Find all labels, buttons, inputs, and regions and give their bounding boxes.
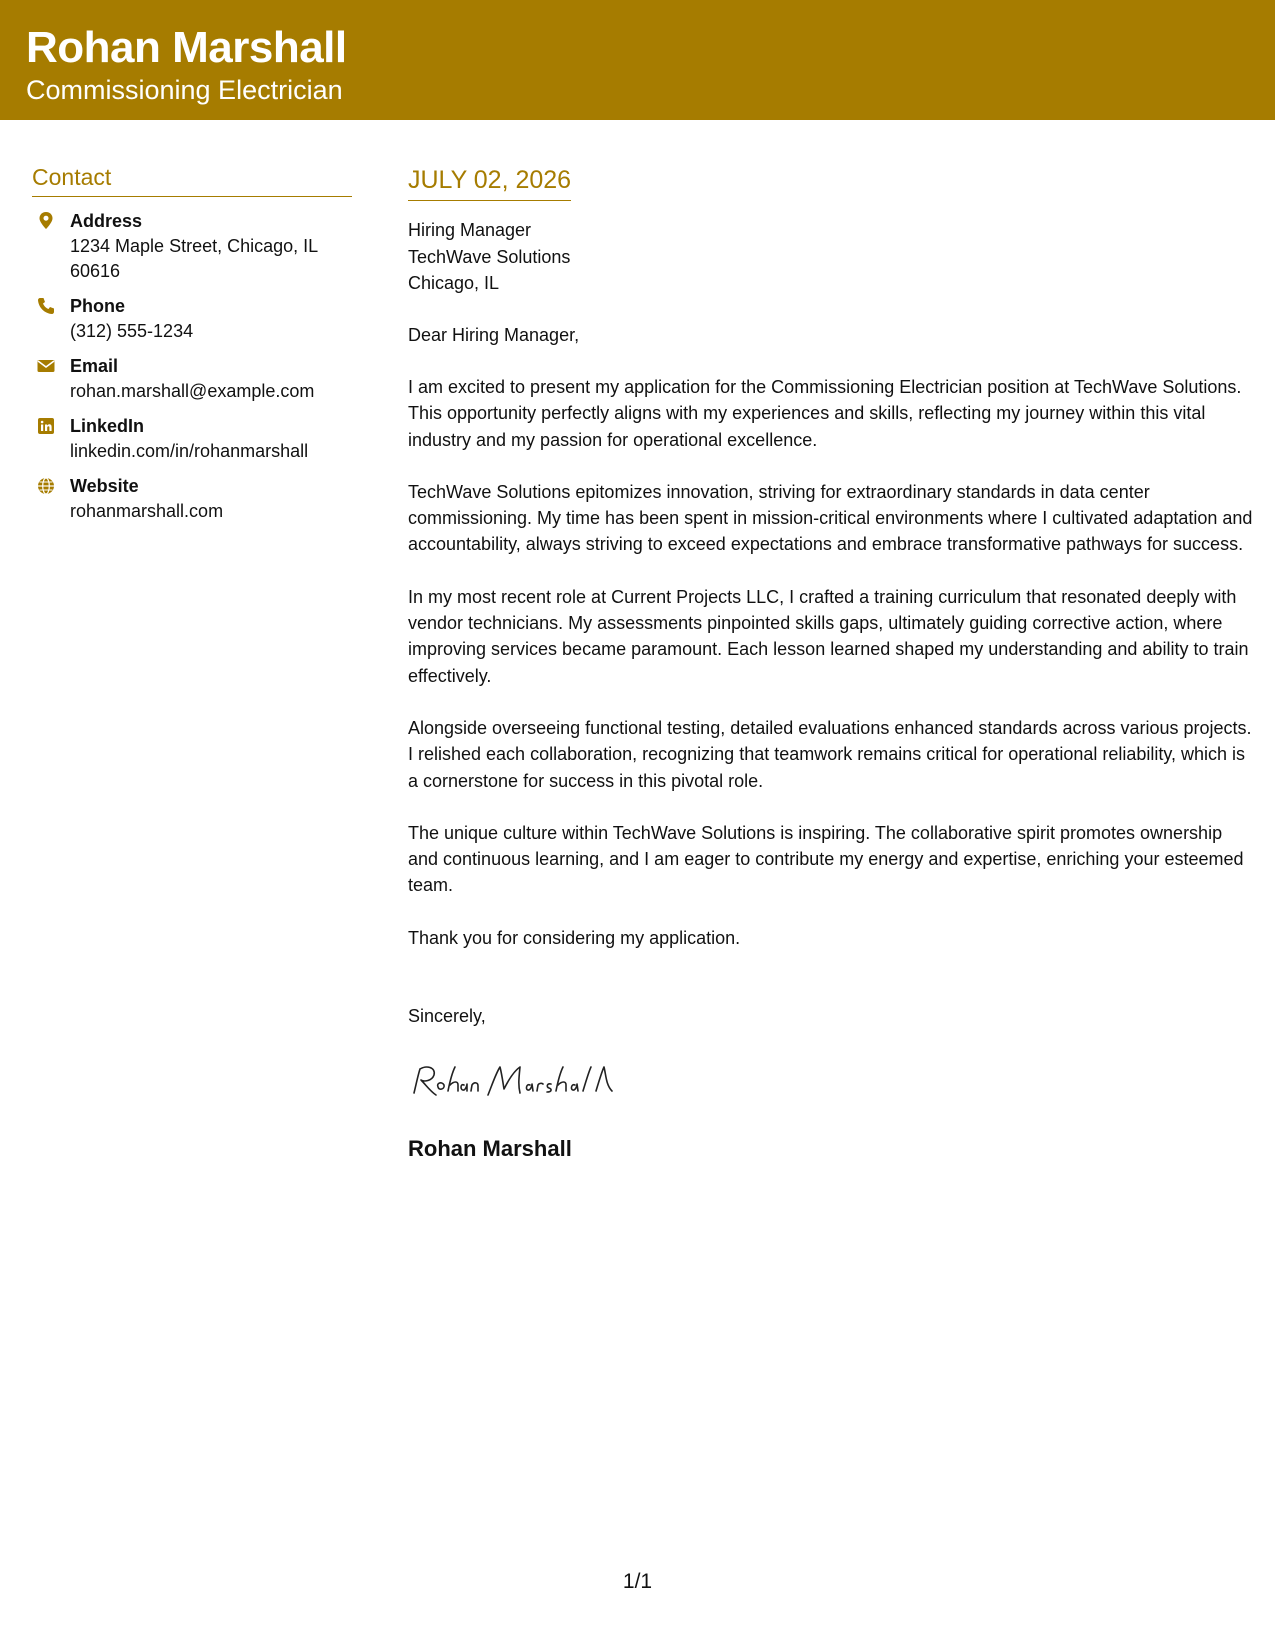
contact-heading: Contact (32, 162, 352, 197)
map-pin-icon (36, 211, 56, 231)
linkedin-icon (36, 416, 56, 436)
contact-label-phone: Phone (70, 296, 126, 316)
contact-value-address: 1234 Maple Street, Chicago, IL 60616 (70, 236, 318, 281)
letter-greeting: Dear Hiring Manager, (408, 324, 580, 345)
letter-paragraph: Alongside overseeing functional testing, detailed evaluations enhanced standards across various projects. I relished each collaboration, recognizing that teamwork remains critical for operational reliability, which is a cornerstone for success in this pivotal role. (408, 717, 1252, 791)
contact-item-website (32, 474, 352, 524)
letter-paragraph: Thank you for considering my application. (408, 927, 741, 948)
contact-sidebar (32, 162, 352, 524)
contact-label-address: Address (70, 211, 143, 231)
letter-paragraph: TechWave Solutions epitomizes innovation, striving for extraordinary standards in data center commissioning. My time has been spent in mission-critical environments where I cultivated adaptation and accountability, always striving to exceed expectations and embrace transformative pathways for success. (408, 481, 1253, 555)
contact-label-linkedin: LinkedIn (70, 416, 145, 436)
contact-label-email: Email (70, 356, 119, 376)
contact-value-linkedin[interactable]: linkedin.com/in/rohanmarshall (70, 441, 309, 461)
header-banner (0, 0, 1275, 120)
phone-icon (36, 296, 56, 316)
contact-item-email (32, 354, 352, 404)
contact-item-address (32, 209, 352, 284)
letter-paragraph: The unique culture within TechWave Solutions is inspiring. The collaborative spirit promotes ownership and continuous learning, and I am eager to contribute my energy and expertise, enriching your esteemed team. (408, 822, 1244, 896)
page-number: 1/1 (622, 1570, 653, 1593)
contact-label-website: Website (70, 476, 139, 496)
recipient-title: Hiring Manager (408, 220, 532, 240)
contact-item-linkedin (32, 414, 352, 464)
signer-name: Rohan Marshall (408, 1136, 572, 1162)
contact-value-website[interactable]: rohanmarshall.com (70, 501, 224, 521)
contact-value-phone: (312) 555-1234 (70, 321, 194, 341)
letter-body (408, 163, 1253, 1164)
recipient-block (408, 217, 1253, 297)
applicant-role: Commissioning Electrician (26, 75, 343, 105)
envelope-icon (36, 356, 56, 376)
applicant-name: Rohan Marshall (26, 23, 347, 72)
letter-date: JULY 02, 2026 (408, 163, 571, 201)
contact-value-email[interactable]: rohan.marshall@example.com (70, 381, 315, 401)
letter-closing: Sincerely, (408, 1006, 486, 1027)
contact-item-phone (32, 294, 352, 344)
globe-icon (36, 476, 56, 496)
recipient-location: Chicago, IL (408, 273, 500, 293)
handwritten-signature (408, 1055, 668, 1105)
letter-paragraph: In my most recent role at Current Projects LLC, I crafted a training curriculum that resonated deeply with vendor technicians. My assessments pinpointed skills gaps, ultimately guiding corrective action, where improving services became paramount. Each lesson learned shaped my understanding and ability to train effectively. (408, 586, 1249, 686)
recipient-company: TechWave Solutions (408, 246, 571, 267)
letter-paragraph: I am excited to present my application for the Commissioning Electrician position at TechWave Solutions. This opportunity perfectly aligns with my experiences and skills, reflecting my journey within this vital industry and my passion for operational excellence. (408, 377, 1242, 450)
